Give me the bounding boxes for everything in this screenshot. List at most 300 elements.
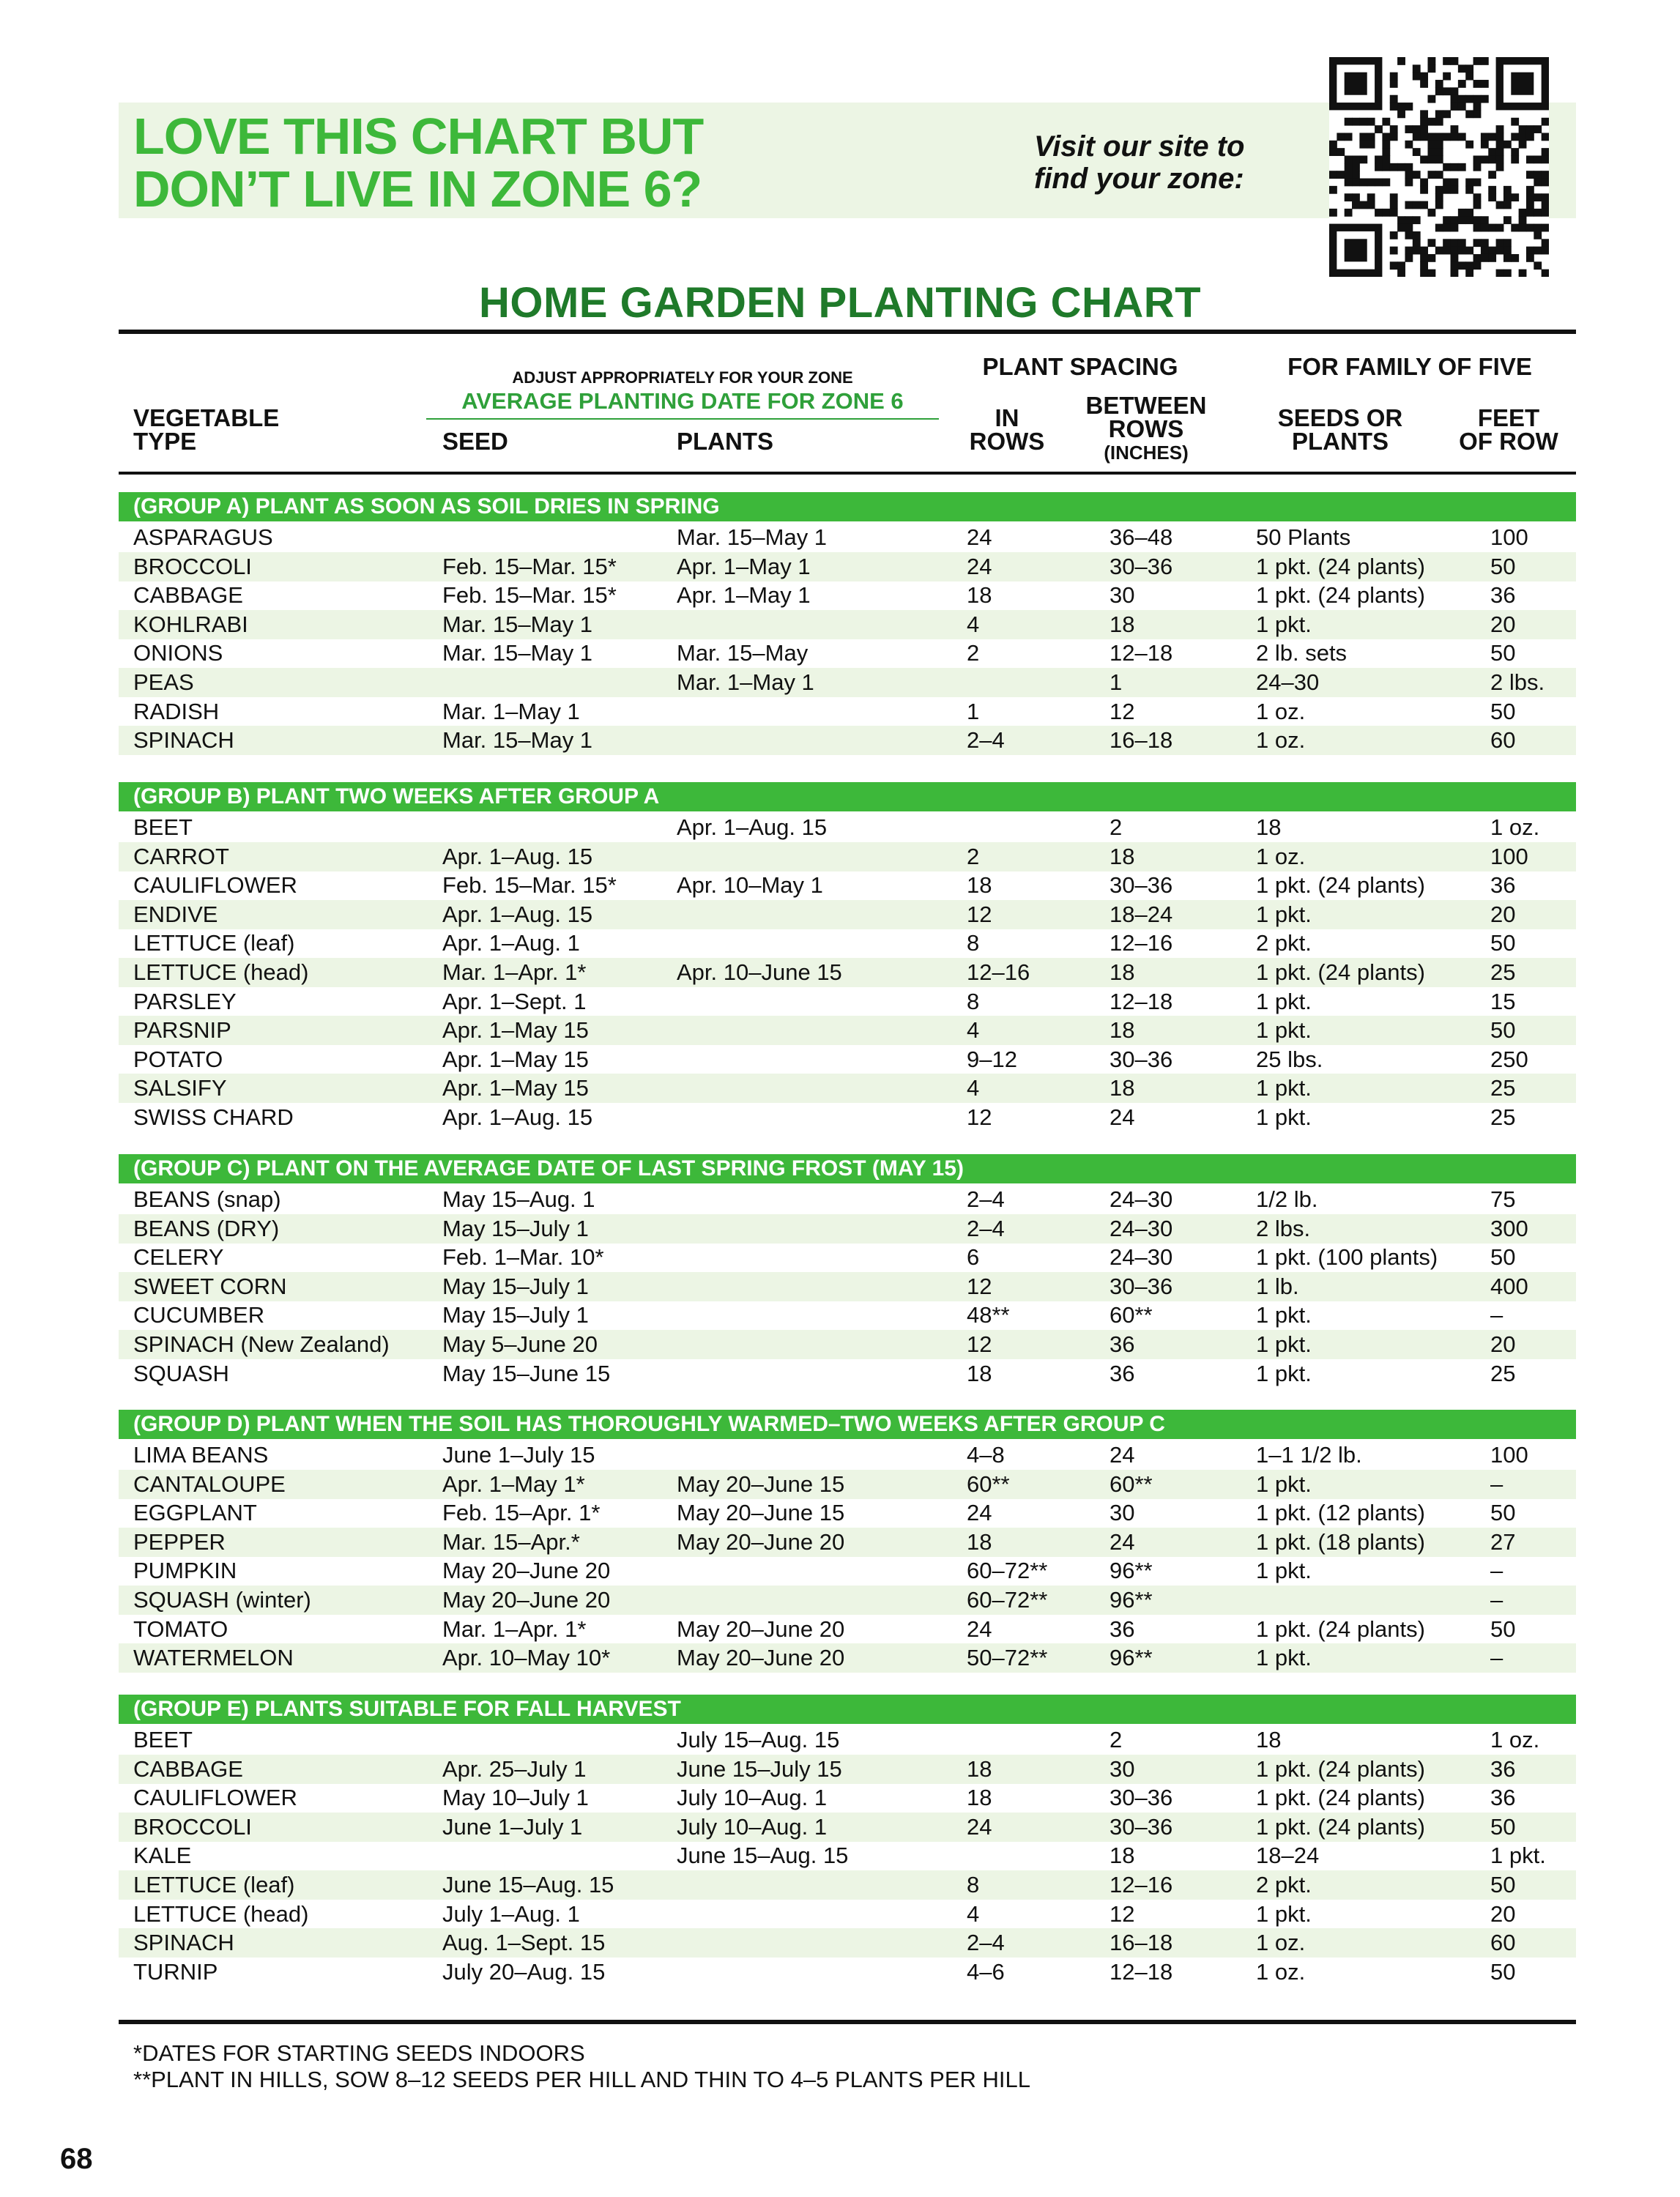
vegetable-cell: CANTALOUPE [133, 1471, 286, 1497]
vegetable-cell: SWEET CORN [133, 1273, 287, 1299]
table-row [119, 987, 1576, 1016]
in-rows-cell: 12 [967, 1331, 992, 1357]
in-rows-cell: 12 [967, 1273, 992, 1299]
group-header [119, 1410, 1576, 1439]
between-rows-cell: 18 [1110, 1075, 1135, 1101]
table-row [119, 1755, 1576, 1784]
between-rows-cell: 30–36 [1110, 872, 1173, 899]
vegetable-cell: KOHLRABI [133, 611, 248, 637]
table-row [119, 1498, 1576, 1528]
plant-date-cell: June 15–Aug. 15 [677, 1843, 849, 1869]
between-rows-cell: 60** [1110, 1471, 1153, 1497]
in-rows-cell: 2–4 [967, 1930, 1005, 1956]
seeds-or-plants-cell: 1 pkt. [1256, 1900, 1312, 1927]
between-rows-cell: 30–36 [1110, 1046, 1173, 1072]
seeds-or-plants-cell: 1 pkt. (18 plants) [1256, 1528, 1425, 1555]
group-title: (GROUP B) PLANT TWO WEEKS AFTER GROUP A [133, 784, 660, 808]
in-rows-cell: 2 [967, 843, 980, 869]
feet-of-row-cell: 2 lbs. [1490, 669, 1545, 695]
table-row [119, 900, 1576, 929]
plant-date-cell: June 15–July 15 [677, 1755, 842, 1782]
group-header [119, 492, 1576, 521]
vegetable-cell: PARSNIP [133, 1017, 231, 1044]
seed-date-cell: May 10–July 1 [442, 1785, 589, 1811]
table-row [119, 1103, 1576, 1132]
group-title: (GROUP E) PLANTS SUITABLE FOR FALL HARVEST [133, 1697, 681, 1721]
seeds-or-plants-cell: 1 pkt. [1256, 611, 1312, 637]
vegetable-cell: PEPPER [133, 1528, 226, 1555]
seed-date-cell: June 15–Aug. 15 [442, 1872, 614, 1897]
seeds-or-plants-cell: 1 oz. [1256, 727, 1306, 754]
seeds-or-plants-cell: 1 oz. [1256, 843, 1306, 869]
seeds-or-plants-cell: 2 lbs. [1256, 1215, 1311, 1241]
header-feet-of-row [1435, 406, 1582, 453]
in-rows-cell: 18 [967, 1528, 992, 1555]
header-in-rows-line2: ROWS [969, 428, 1045, 455]
plant-date-cell: July 10–Aug. 1 [677, 1785, 828, 1811]
plant-date-cell: Mar. 1–May 1 [677, 669, 814, 695]
header-in-rows [952, 406, 1062, 453]
seed-date-cell: Apr. 1–Aug. 1 [442, 930, 580, 956]
feet-of-row-cell: 20 [1490, 901, 1516, 927]
table-row [119, 1214, 1576, 1244]
table-header-rule [119, 472, 1576, 475]
seed-date-cell: July 1–Aug. 1 [442, 1900, 580, 1927]
seed-date-cell: May 15–July 1 [442, 1215, 589, 1241]
feet-of-row-cell: – [1490, 1645, 1504, 1671]
header-seeds-line1: SEEDS OR [1277, 404, 1403, 431]
seed-date-cell: July 20–Aug. 15 [442, 1958, 606, 1985]
seeds-or-plants-cell: 1 pkt. [1256, 901, 1312, 927]
qr-code-icon[interactable] [1329, 57, 1549, 277]
seed-date-cell: Apr. 1–Sept. 1 [442, 988, 587, 1014]
table-row [119, 1074, 1576, 1103]
seed-date-cell: Mar. 15–May 1 [442, 611, 593, 637]
seeds-or-plants-cell: 18–24 [1256, 1843, 1320, 1869]
table-row [119, 1813, 1576, 1842]
header-between-line3: (INCHES) [1104, 442, 1189, 464]
vegetable-cell: TOMATO [133, 1616, 228, 1642]
in-rows-cell: 18 [967, 1785, 992, 1811]
feet-of-row-cell: 25 [1490, 1360, 1516, 1386]
plant-date-cell: Apr. 1–May 1 [677, 582, 811, 609]
vegetable-cell: CABBAGE [133, 1755, 243, 1782]
feet-of-row-cell: 36 [1490, 582, 1516, 609]
seed-date-cell: Aug. 1–Sept. 15 [442, 1930, 606, 1956]
in-rows-cell: 4 [967, 1017, 980, 1044]
seeds-or-plants-cell: 1 pkt. [1256, 1017, 1312, 1044]
seeds-or-plants-cell: 2 lb. sets [1256, 640, 1348, 666]
seed-date-cell: May 5–June 20 [442, 1331, 598, 1357]
vegetable-cell: BEANS (snap) [133, 1186, 281, 1212]
header-family-of-five: FOR FAMILY OF FIVE [1287, 353, 1532, 380]
between-rows-cell: 36–48 [1110, 524, 1173, 550]
plant-date-cell: July 15–Aug. 15 [677, 1727, 840, 1752]
table-row [119, 1870, 1576, 1900]
seeds-or-plants-cell: 1 pkt. (24 plants) [1256, 1755, 1425, 1782]
feet-of-row-cell: 27 [1490, 1528, 1516, 1555]
table-row [119, 1725, 1576, 1755]
table-row [119, 1958, 1576, 1987]
table-row [119, 1243, 1576, 1272]
seed-date-cell: May 15–July 1 [442, 1273, 589, 1299]
banner-headline-line1: LOVE THIS CHART BUT [133, 108, 704, 165]
vegetable-cell: BROCCOLI [133, 1813, 252, 1840]
header-vegetable-line2: TYPE [133, 428, 197, 455]
between-rows-cell: 12–18 [1110, 988, 1173, 1014]
seed-date-cell: Apr. 1–May 1* [442, 1471, 585, 1497]
in-rows-cell: 60** [967, 1471, 1010, 1497]
vegetable-cell: PARSLEY [133, 988, 237, 1014]
in-rows-cell: 4 [967, 1075, 980, 1101]
seeds-or-plants-cell: 1 pkt. (24 plants) [1256, 1813, 1425, 1840]
vegetable-cell: PEAS [133, 669, 194, 695]
seed-date-cell: Feb. 15–Apr. 1* [442, 1500, 601, 1526]
table-row [119, 1185, 1576, 1214]
feet-of-row-cell: 75 [1490, 1186, 1516, 1212]
seed-date-cell: Apr. 10–May 10* [442, 1645, 611, 1671]
seeds-or-plants-cell: 1 pkt. (24 plants) [1256, 582, 1425, 609]
between-rows-cell: 96** [1110, 1558, 1153, 1584]
in-rows-cell: 60–72** [967, 1558, 1048, 1584]
feet-of-row-cell: 15 [1490, 988, 1516, 1014]
between-rows-cell: 2 [1110, 1727, 1123, 1752]
table-row [119, 610, 1576, 639]
table-row [119, 1016, 1576, 1045]
table-row [119, 1272, 1576, 1301]
seeds-or-plants-cell: 1 pkt. (24 plants) [1256, 1616, 1425, 1642]
vegetable-cell: SALSIFY [133, 1075, 227, 1101]
between-rows-cell: 1 [1110, 669, 1123, 695]
vegetable-cell: BEET [133, 1727, 193, 1752]
seeds-or-plants-cell: 1 pkt. [1256, 1558, 1312, 1584]
plant-date-cell: May 20–June 15 [677, 1500, 845, 1526]
header-in-rows-line1: IN [995, 404, 1019, 431]
feet-of-row-cell: 100 [1490, 1442, 1528, 1468]
seeds-or-plants-cell: 1 pkt. [1256, 988, 1312, 1014]
header-seeds-line2: PLANTS [1292, 428, 1389, 455]
header-adjust-note: ADJUST APPROPRIATELY FOR YOUR ZONE [512, 368, 853, 387]
vegetable-cell: BROCCOLI [133, 553, 252, 579]
between-rows-cell: 60** [1110, 1302, 1153, 1328]
feet-of-row-cell: 1 oz. [1490, 1727, 1540, 1752]
between-rows-cell: 12–18 [1110, 640, 1173, 666]
feet-of-row-cell: 50 [1490, 1958, 1516, 1985]
vegetable-cell: POTATO [133, 1046, 223, 1072]
header-feet-line1: FEET [1477, 404, 1540, 431]
vegetable-cell: CUCUMBER [133, 1302, 265, 1328]
feet-of-row-cell: 20 [1490, 1331, 1516, 1357]
plant-date-cell: Apr. 1–May 1 [677, 553, 811, 579]
seed-date-cell: Mar. 1–Apr. 1* [442, 1616, 587, 1642]
plant-date-cell: Apr. 10–May 1 [677, 872, 823, 899]
between-rows-cell: 2 [1110, 814, 1123, 840]
in-rows-cell: 24 [967, 553, 992, 579]
banner-headline-line2: DON’T LIVE IN ZONE 6? [133, 160, 702, 218]
between-rows-cell: 12 [1110, 1900, 1135, 1927]
feet-of-row-cell: – [1490, 1302, 1504, 1328]
seeds-or-plants-cell: 1 pkt. (24 plants) [1256, 959, 1425, 985]
feet-of-row-cell: 50 [1490, 1813, 1516, 1840]
between-rows-cell: 30–36 [1110, 1813, 1173, 1840]
seed-date-cell: Mar. 1–Apr. 1* [442, 959, 587, 985]
page-title: HOME GARDEN PLANTING CHART [478, 279, 1202, 327]
header-plant-spacing: PLANT SPACING [982, 353, 1178, 380]
between-rows-cell: 30–36 [1110, 1785, 1173, 1811]
seeds-or-plants-cell: 1/2 lb. [1256, 1186, 1318, 1212]
in-rows-cell: 12–16 [967, 959, 1030, 985]
table-row [119, 1440, 1576, 1470]
seed-date-cell: Mar. 15–Apr.* [442, 1528, 580, 1555]
seeds-or-plants-cell: 2 pkt. [1256, 1872, 1312, 1897]
seed-date-cell: Mar. 1–May 1 [442, 698, 580, 724]
between-rows-cell: 12–18 [1110, 1958, 1173, 1985]
between-rows-cell: 36 [1110, 1360, 1135, 1386]
seed-date-cell: Apr. 1–May 15 [442, 1046, 589, 1072]
in-rows-cell: 18 [967, 872, 992, 899]
seed-date-cell: Mar. 15–May 1 [442, 727, 593, 754]
header-plants: PLANTS [677, 428, 773, 455]
feet-of-row-cell: 36 [1490, 1755, 1516, 1782]
qr-code-graphic [1329, 57, 1549, 277]
group-header [119, 782, 1576, 811]
seeds-or-plants-cell: 1 lb. [1256, 1273, 1299, 1299]
table-row [119, 813, 1576, 842]
between-rows-cell: 24 [1110, 1528, 1135, 1555]
between-rows-cell: 12–16 [1110, 1872, 1173, 1897]
seed-date-cell: Apr. 1–Aug. 15 [442, 901, 593, 927]
table-row [119, 1928, 1576, 1958]
between-rows-cell: 30 [1110, 582, 1135, 609]
table-row [119, 1643, 1576, 1673]
feet-of-row-cell: 25 [1490, 1075, 1516, 1101]
in-rows-cell: 4 [967, 611, 980, 637]
in-rows-cell: 18 [967, 1360, 992, 1386]
table-row [119, 1556, 1576, 1586]
seed-date-cell: May 20–June 20 [442, 1587, 611, 1613]
feet-of-row-cell: 50 [1490, 640, 1516, 666]
header-seed: SEED [442, 428, 508, 455]
feet-of-row-cell: 50 [1490, 1616, 1516, 1642]
seed-date-cell: Mar. 15–May 1 [442, 640, 593, 666]
feet-of-row-cell: 50 [1490, 1244, 1516, 1271]
feet-of-row-cell: 20 [1490, 611, 1516, 637]
vegetable-cell: SWISS CHARD [133, 1104, 294, 1130]
vegetable-cell: PUMPKIN [133, 1558, 237, 1584]
in-rows-cell: 9–12 [967, 1046, 1017, 1072]
group-header [119, 1154, 1576, 1183]
between-rows-cell: 24–30 [1110, 1186, 1173, 1212]
feet-of-row-cell: 300 [1490, 1215, 1528, 1241]
feet-of-row-cell: 36 [1490, 1785, 1516, 1811]
table-bottom-rule [119, 2020, 1576, 2024]
in-rows-cell: 24 [967, 1616, 992, 1642]
in-rows-cell: 12 [967, 1104, 992, 1130]
table-row [119, 552, 1576, 581]
in-rows-cell: 24 [967, 1500, 992, 1526]
table-row [119, 581, 1576, 610]
table-row [119, 726, 1576, 755]
seed-date-cell: Apr. 1–Aug. 15 [442, 843, 593, 869]
in-rows-cell: 2–4 [967, 1215, 1005, 1241]
table-row [119, 1045, 1576, 1074]
vegetable-cell: CAULIFLOWER [133, 1785, 297, 1811]
feet-of-row-cell: 60 [1490, 1930, 1516, 1956]
in-rows-cell: 24 [967, 524, 992, 550]
feet-of-row-cell: 50 [1490, 553, 1516, 579]
plant-date-cell: Mar. 15–May [677, 640, 809, 666]
seeds-or-plants-cell: 1 oz. [1256, 1958, 1306, 1985]
header-vegetable-line1: VEGETABLE [133, 404, 280, 431]
in-rows-cell: 8 [967, 988, 980, 1014]
plant-date-cell: May 20–June 20 [677, 1616, 845, 1642]
group-title: (GROUP C) PLANT ON THE AVERAGE DATE OF LAST SPRING FROST (MAY 15) [133, 1156, 964, 1181]
feet-of-row-cell: 50 [1490, 1500, 1516, 1526]
table-row [119, 1330, 1576, 1359]
vegetable-cell: KALE [133, 1843, 192, 1869]
vegetable-cell: TURNIP [133, 1958, 218, 1985]
banner-headline [133, 108, 704, 218]
table-row [119, 871, 1576, 900]
vegetable-cell: ONIONS [133, 640, 223, 666]
vegetable-cell: SPINACH (New Zealand) [133, 1331, 390, 1357]
seed-date-cell: Apr. 1–May 15 [442, 1017, 589, 1044]
vegetable-cell: WATERMELON [133, 1645, 294, 1671]
seed-date-cell: Feb. 15–Mar. 15* [442, 553, 617, 579]
seed-date-cell: May 15–July 1 [442, 1302, 589, 1328]
in-rows-cell: 50–72** [967, 1645, 1048, 1671]
seeds-or-plants-cell: 1 pkt. [1256, 1360, 1312, 1386]
between-rows-cell: 96** [1110, 1587, 1153, 1613]
feet-of-row-cell: – [1490, 1471, 1504, 1497]
feet-of-row-cell: 20 [1490, 1900, 1516, 1927]
seed-date-cell: May 15–Aug. 1 [442, 1186, 595, 1212]
vegetable-cell: CELERY [133, 1244, 224, 1271]
in-rows-cell: 12 [967, 901, 992, 927]
vegetable-cell: LETTUCE (head) [133, 959, 309, 985]
vegetable-cell: BEET [133, 814, 193, 840]
feet-of-row-cell: 50 [1490, 1017, 1516, 1044]
vegetable-cell: SQUASH [133, 1360, 229, 1386]
seed-date-cell: Apr. 1–May 15 [442, 1075, 589, 1101]
vegetable-cell: ENDIVE [133, 901, 218, 927]
vegetable-cell: CABBAGE [133, 582, 243, 609]
in-rows-cell: 6 [967, 1244, 980, 1271]
seed-date-cell: June 1–July 15 [442, 1442, 595, 1468]
header-between-line1: BETWEEN [1085, 392, 1207, 419]
between-rows-cell: 30–36 [1110, 1273, 1173, 1299]
banner-cta [1034, 130, 1244, 195]
seed-date-cell: May 15–June 15 [442, 1360, 611, 1386]
in-rows-cell: 1 [967, 698, 980, 724]
seeds-or-plants-cell: 1 pkt. [1256, 1302, 1312, 1328]
seeds-or-plants-cell: 1 pkt. [1256, 1471, 1312, 1497]
vegetable-cell: LETTUCE (leaf) [133, 1872, 295, 1897]
seeds-or-plants-cell: 1 pkt. [1256, 1645, 1312, 1671]
plant-date-cell: May 20–June 20 [677, 1528, 845, 1555]
header-between-line2: ROWS [1108, 415, 1184, 442]
between-rows-cell: 24 [1110, 1442, 1135, 1468]
feet-of-row-cell: – [1490, 1558, 1504, 1584]
in-rows-cell: 18 [967, 582, 992, 609]
header-date-underline [426, 418, 939, 420]
in-rows-cell: 60–72** [967, 1587, 1048, 1613]
seed-date-cell: Feb. 1–Mar. 10* [442, 1244, 604, 1271]
seeds-or-plants-cell: 18 [1256, 814, 1282, 840]
in-rows-cell: 48** [967, 1302, 1010, 1328]
plant-date-cell: May 20–June 20 [677, 1645, 845, 1671]
seeds-or-plants-cell: 24–30 [1256, 669, 1320, 695]
feet-of-row-cell: 25 [1490, 1104, 1516, 1130]
header-average-date: AVERAGE PLANTING DATE FOR ZONE 6 [461, 388, 904, 414]
plant-date-cell: July 10–Aug. 1 [677, 1813, 828, 1840]
seed-date-cell: May 20–June 20 [442, 1558, 611, 1584]
in-rows-cell: 8 [967, 1872, 980, 1897]
seed-date-cell: Feb. 15–Mar. 15* [442, 582, 617, 609]
seeds-or-plants-cell: 1 pkt. (12 plants) [1256, 1500, 1425, 1526]
group-header [119, 1695, 1576, 1724]
page-number: 68 [60, 2143, 93, 2175]
plant-date-cell: Apr. 10–June 15 [677, 959, 842, 985]
feet-of-row-cell: 400 [1490, 1273, 1528, 1299]
seeds-or-plants-cell: 50 Plants [1256, 524, 1351, 550]
between-rows-cell: 18 [1110, 843, 1135, 869]
table-row [119, 697, 1576, 726]
between-rows-cell: 30 [1110, 1500, 1135, 1526]
seeds-or-plants-cell: 1 oz. [1256, 1930, 1306, 1956]
between-rows-cell: 24–30 [1110, 1215, 1173, 1241]
table-row [119, 1301, 1576, 1330]
vegetable-cell: SPINACH [133, 1930, 234, 1956]
table-row [119, 929, 1576, 958]
table-row [119, 1470, 1576, 1499]
in-rows-cell: 8 [967, 930, 980, 956]
feet-of-row-cell: 1 oz. [1490, 814, 1540, 840]
between-rows-cell: 36 [1110, 1331, 1135, 1357]
banner-cta-line2: find your zone: [1034, 163, 1244, 195]
table-row [119, 1586, 1576, 1615]
feet-of-row-cell: 50 [1490, 1872, 1516, 1897]
vegetable-cell: BEANS (DRY) [133, 1215, 280, 1241]
seeds-or-plants-cell: 18 [1256, 1727, 1282, 1752]
in-rows-cell: 2 [967, 640, 980, 666]
seeds-or-plants-cell: 1 pkt. [1256, 1331, 1312, 1357]
in-rows-cell: 4 [967, 1900, 980, 1927]
vegetable-cell: LETTUCE (leaf) [133, 930, 295, 956]
seed-date-cell: Apr. 25–July 1 [442, 1755, 587, 1782]
table-row [119, 668, 1576, 697]
header-seeds-or-plants [1260, 406, 1421, 453]
table-row [119, 639, 1576, 668]
seeds-or-plants-cell: 25 lbs. [1256, 1046, 1323, 1072]
seeds-or-plants-cell: 1 pkt. (100 plants) [1256, 1244, 1438, 1271]
in-rows-cell: 2–4 [967, 1186, 1005, 1212]
footnote-indoor-seeds: *DATES FOR STARTING SEEDS INDOORS [133, 2040, 585, 2066]
plant-date-cell: May 20–June 15 [677, 1471, 845, 1497]
between-rows-cell: 16–18 [1110, 727, 1173, 754]
vegetable-cell: ASPARAGUS [133, 524, 273, 550]
in-rows-cell: 24 [967, 1813, 992, 1840]
vegetable-cell: SPINACH [133, 727, 234, 754]
between-rows-cell: 18 [1110, 1843, 1135, 1869]
feet-of-row-cell: 25 [1490, 959, 1516, 985]
table-row [119, 842, 1576, 871]
feet-of-row-cell: 36 [1490, 872, 1516, 899]
plant-date-cell: Mar. 15–May 1 [677, 524, 828, 550]
group-title: (GROUP D) PLANT WHEN THE SOIL HAS THOROUGHLY WARMED–TWO WEEKS AFTER GROUP C [133, 1412, 1165, 1436]
vegetable-cell: LIMA BEANS [133, 1442, 269, 1468]
vegetable-cell: CARROT [133, 843, 229, 869]
